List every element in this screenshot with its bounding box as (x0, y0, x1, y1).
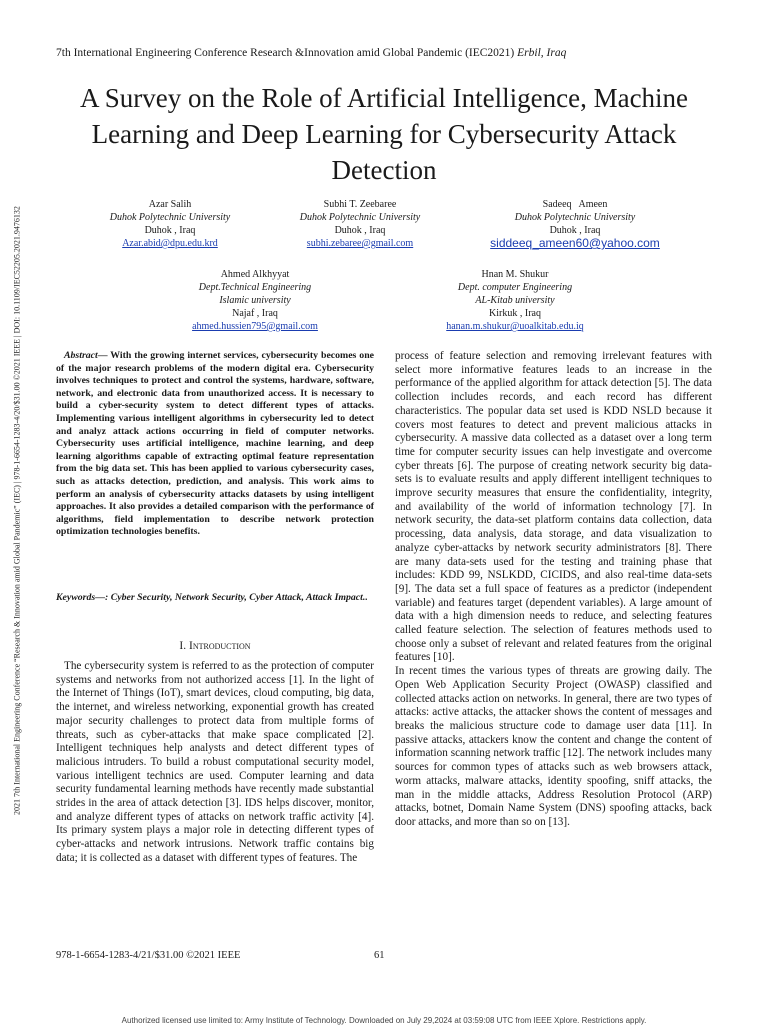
author-name: Subhi T. Zeebaree (323, 199, 397, 210)
author-block (80, 198, 260, 250)
license-notice: Authorized licensed use limited to: Army Institute of Technology. Downloaded on July 29,2024 at 03:59:08 UTC from IEEE Xplore. Restrictions apply. (121, 1016, 647, 1025)
author-institution: AL-Kitab university (475, 295, 555, 306)
author-name: Hnan M. Shukur (481, 269, 549, 280)
abstract (56, 350, 374, 539)
right-paragraph: In recent times the various types of threats are growing daily. The Open Web Application Security Project (OWASP) classified and collected attacks action on networks. In general, there are two types of attacks: active attacks, the attacker shows the content of messages and breaks the malicious structure code to damage user data [11]. In passive attacks, attackers know the content and change the content of information scanning network traffic [12]. The network includes many sources for common types of attacks such as web browsers attack, worm attacks, malware attacks, identity spoofing, sniff attacks, the man in the middle attacks, Address Resolution Protocol (ARP) attacks, botnet, Domain Name System (DNS) spoofing attacks, back door attacks, and more than so on [13]. (395, 665, 712, 828)
intro-text: The cybersecurity system is referred to as the protection of computer systems and networks from not authorized access [1]. In the light of the Internet of Things (IoT), smart devices, cloud computing, big data, the internet, and wireless networking, exponential growth has created major security challenges to protect data from multiple forms of threats, such as cyber-attacks that make space complicated [2]. Intelligent techniques help analysts and detect different types of malicious intruders. To build a robust computational security model, various intelligent technics are used. Computer learning and data security fundamental learning methods have recently made substantial strides in the area of attack detection [3]. IDS helps discover, monitor, and analyze different types of attacks on network traffic activity [4]. Its primary system plays a major role in detecting different types of cyber-attacks and network intrusions. Network traffic contains big data; it is collected as a dataset with different types of features. The (56, 660, 374, 864)
author-affiliation: Dept.Technical Engineering (198, 282, 312, 293)
paper-title: A Survey on the Role of Artificial Intelligence, Machine Learning and Deep Learning for Cybersecurity Attack Detection (79, 83, 689, 185)
author-location: Kirkuk , Iraq (489, 308, 541, 319)
author-email-link[interactable]: hanan.m.shukur@uoalkitab.edu.iq (446, 321, 584, 332)
author-email-link[interactable]: siddeeq_ameen60@yahoo.com (490, 236, 660, 250)
author-block (405, 268, 625, 333)
author-email-link[interactable]: Azar.abid@dpu.edu.krd (122, 238, 218, 249)
author-location: Najaf , Iraq (232, 308, 278, 319)
author-affiliation: Dept. computer Engineering (457, 282, 573, 293)
side-doi-text: 2021 7th International Engineering Conference “Research & Innovation amid Global Pandemic” (IEC) | 978-1-6654-1283-4/20/$31.00 ©2021 IEEE | DOI: 10.1109/IEC52205.2021.9476132 (12, 206, 22, 815)
author-name: Ahmed Alkhyyat (220, 269, 290, 280)
conference-header (56, 47, 566, 59)
author-location: Duhok , Iraq (549, 225, 601, 236)
author-location: Duhok , Iraq (144, 225, 196, 236)
page-number: 61 (374, 950, 385, 961)
author-block (475, 198, 675, 251)
author-name: Azar Salih (148, 199, 192, 210)
author-block (270, 198, 450, 250)
author-affiliation: Duhok Polytechnic University (514, 212, 636, 223)
author-block (160, 268, 350, 333)
author-affiliation: Duhok Polytechnic University (299, 212, 421, 223)
footer-copyright: 978-1-6654-1283-4/21/$31.00 ©2021 IEEE (56, 950, 241, 961)
keywords-text: : Cyber Security, Network Security, Cyber Attack, Attack Impact.. (105, 592, 368, 603)
author-name: Sadeeq Ameen (542, 199, 608, 210)
keywords-label: Keywords— (56, 592, 105, 603)
section-heading: I. Introduction (179, 640, 251, 652)
author-email-link[interactable]: subhi.zebaree@gmail.com (306, 238, 414, 249)
conference-location: Erbil, Iraq (517, 47, 567, 59)
side-doi-strip (8, 120, 26, 910)
right-column (395, 350, 712, 830)
conference-name: 7th International Engineering Conference Research &Innovation amid Global Pandemic (IEC2021) (56, 47, 515, 59)
right-paragraph: process of feature selection and removing irrelevant features with select more informative features leads to an increase in the performance of the applied algorithm for attack detection [5]. The data collection includes records, and each record has different characteristics. The popular data set used is KDD NSLD because it covers most features to detect and prevent malicious attacks in cybersecurity. A massive data collected as a dataset over a long term time for computer security issues can help investigate and overcome cyber threats [6]. The purpose of creating network security big data-sets is to evaluate results and apply different intelligent techniques to improve security measures that ensure the confidentiality, integrity, and availability of the world of information technology [7]. In network security, the data-set platform contains data collection, data processing, data analysis, data storage, and data visualization to analyze cyber-attacks by network security administrators [8]. There are many data-sets used for the testing and training phase that includes: KDD 99, NSLKDD, CICIDS, and also real-time data-sets [9]. The data set a full space of features as a predictor (independent variable) and features target (dependent variables). A large amount of data with a high dimension needs to reduce, and selecting features called feature selection. The selection of features methods used to choose only a subset of relevant and related features from the original features [10]. (395, 350, 712, 664)
intro-paragraph (56, 660, 374, 866)
abstract-label: Abstract (64, 350, 98, 361)
author-affiliation: Duhok Polytechnic University (109, 212, 231, 223)
author-location: Duhok , Iraq (334, 225, 386, 236)
author-email-link[interactable]: ahmed.hussien795@gmail.com (192, 321, 318, 332)
author-institution: Islamic university (219, 295, 291, 306)
keywords (56, 588, 374, 608)
abstract-text: — With the growing internet services, cybersecurity becomes one of the major research problems of the modern digital era. Cybersecurity involves techniques to protect and control the systems, hardware, software, network, and electronic data from unauthorized access. It is necessary to build a cyber-security system to detect different types of attacks. Implementing various intelligent algorithms in cybersecurity led to detect and analyz attack actions occurring in field of computer networks. Cybersecurity uses artificial intelligence, machine learning, and deep learning algorithms capable of extracting optimal feature representation from the big data set. This has been applied to various cybersecurity cases, such as attacks detection, prediction, and analysis. This work aims to perform an analysis of cybersecurity attacks datasets by using intelligent approaches. It also provides a detailed comparison with the performance of algorithms, field implementation to describe network protection optimization technologies benefits. (56, 350, 374, 538)
